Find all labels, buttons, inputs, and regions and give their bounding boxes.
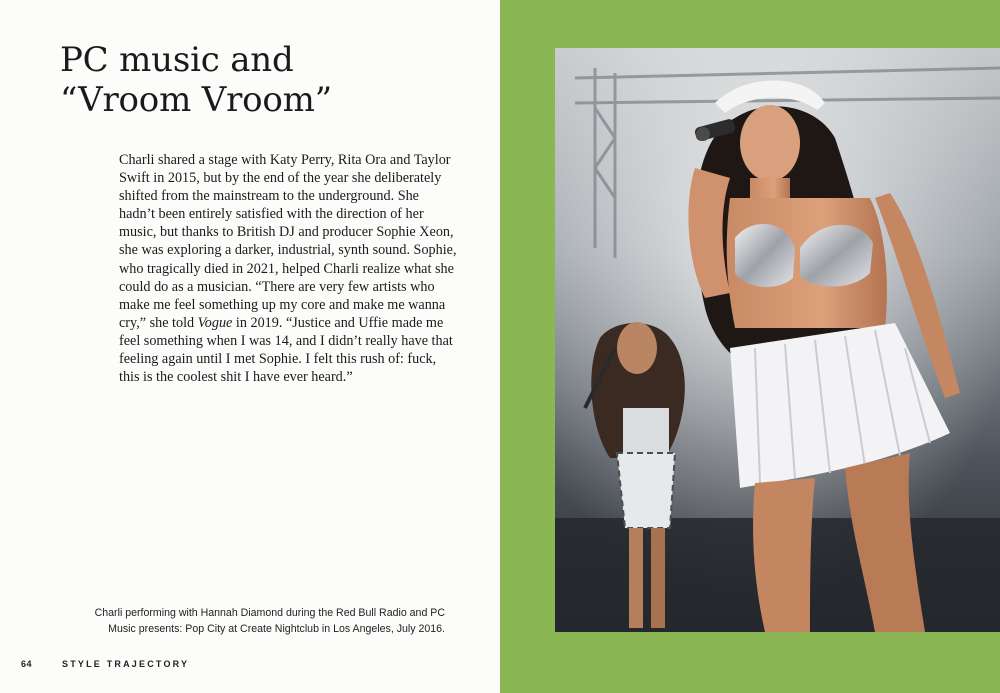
body-line: this is the coolest shit I have ever heard.” (119, 369, 353, 386)
chapter-title-line-2: “Vroom Vroom” (60, 80, 332, 120)
body-line: music, but thanks to British DJ and producer Sophie Xeon, (119, 224, 454, 241)
body-line: Swift in 2015, but by the end of the year she deliberately (119, 170, 442, 187)
chapter-title-line-1: PC music and (60, 40, 294, 80)
body-text-run: in 2019. “Justice and Uffie made me (232, 314, 444, 331)
body-line: Charli shared a stage with Katy Perry, Rita Ora and Taylor (119, 152, 451, 168)
magazine-name: Vogue (197, 314, 233, 331)
body-text-run: cry,” she told (119, 314, 198, 331)
body-line: feeling again until I met Sophie. I felt this rush of: fuck, (119, 351, 437, 368)
running-head: STYLE TRAJECTORY (62, 659, 190, 669)
right-page (500, 0, 1000, 693)
body-line: could do as a musician. “There are very few artists who (119, 278, 435, 295)
concert-photo-illustration (555, 48, 1000, 632)
body-line: shifted from the mainstream to the underground. She (119, 188, 419, 205)
concert-photo (555, 48, 1000, 632)
body-line: she was exploring a darker, industrial, synth sound. Sophie, (119, 242, 457, 259)
body-paragraph (119, 151, 457, 386)
body-line-with-italic (119, 314, 454, 332)
body-line: hadn’t been entirely satisfied with the direction of her (119, 206, 424, 223)
body-line: feel something when I was 14, and I didn’t really have that (119, 332, 453, 349)
chapter-title (60, 40, 480, 120)
caption-line: Charli performing with Hannah Diamond during the Red Bull Radio and PC (94, 607, 445, 619)
body-line: make me feel something up my core and make me wanna (119, 296, 446, 313)
body-line: who tragically died in 2021, helped Charli realize what she (119, 260, 454, 277)
caption-line: Music presents: Pop City at Create Nightclub in Los Angeles, July 2016. (108, 622, 445, 635)
page-number: 64 (21, 659, 33, 669)
photo-caption (65, 606, 445, 637)
